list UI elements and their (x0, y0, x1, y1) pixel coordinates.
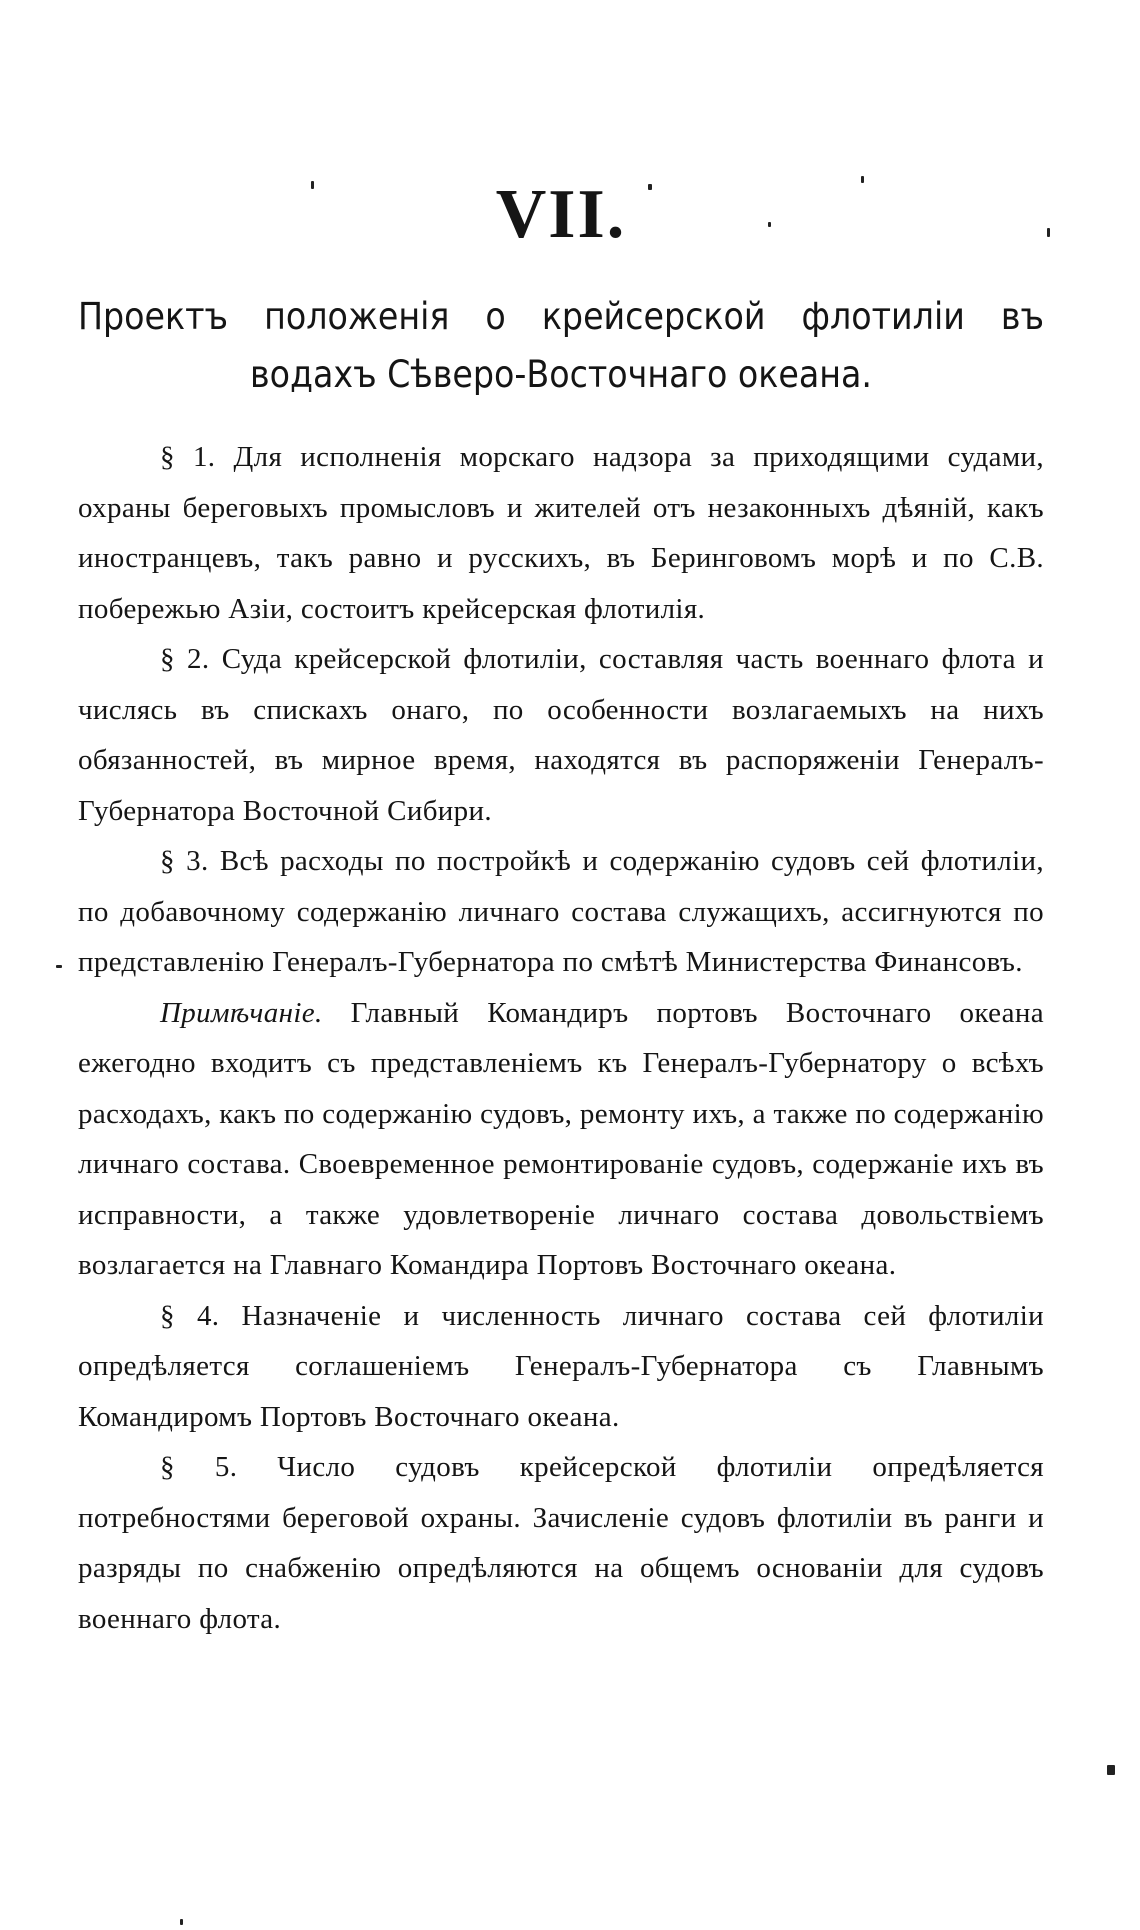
scan-speck (180, 1919, 183, 1925)
title-line-2: водахъ Сѣверо-Восточнаго океана. (249, 353, 872, 396)
scan-speck (1107, 1765, 1115, 1775)
scan-speck (861, 176, 864, 183)
note-label: Примѣчаніе. (160, 996, 323, 1029)
scan-speck (56, 965, 62, 968)
note-paragraph (78, 988, 1044, 1291)
paragraph-5: § 5. Число судовъ крейсерской флотиліи опредѣляется потребностями береговой охраны. Зачисленіе судовъ флотиліи въ ранги и разряды по снабженію опредѣляются на общемъ основаніи для судовъ военнаго флота. (78, 1451, 1044, 1635)
scan-speck (648, 184, 652, 190)
paragraph-2: § 2. Суда крейсерской флотиліи, составляя часть военнаго флота и числясь въ спискахъ онаго, по особенности возлагаемыхъ на нихъ обязанностей, въ мирное время, находятся въ распоряженіи Генералъ-Губернатора Восточной Сибири. (78, 643, 1044, 827)
title-line-1: Проектъ положенія о крейсерской флотиліи въ (78, 295, 1044, 338)
paragraph-4: § 4. Назначеніе и численность личнаго состава сей флотиліи опредѣляется соглашеніемъ Генералъ-Губернатора съ Главнымъ Командиромъ Портовъ Восточнаго океана. (78, 1299, 1044, 1433)
scan-speck (768, 222, 771, 227)
document-page (78, 0, 1044, 1930)
scan-speck (311, 181, 314, 189)
chapter-number: VII. (495, 176, 627, 253)
note-text: Главный Командиръ портовъ Восточнаго океана ежегодно входитъ съ представленіемъ къ Генералъ-Губернатору о всѣхъ расходахъ, какъ по содержанію судовъ, ремонту ихъ, а также по содержанію личнаго состава. Своевременное ремонтированіе судовъ, содержаніе ихъ въ исправности, а также удовлетвореніе личнаго состава довольствіемъ возлагается на Главнаго Командира Портовъ Восточнаго океана. (78, 996, 1044, 1281)
body-text (78, 432, 1044, 1644)
document-title (78, 288, 1044, 404)
paragraph-1: § 1. Для исполненія морскаго надзора за приходящими судами, охраны береговыхъ промысловъ и жителей отъ незаконныхъ дѣяній, какъ иностранцевъ, такъ равно и русскихъ, въ Беринговомъ морѣ и по С.В. побережью Азіи, состоитъ крейсерская флотилія. (78, 441, 1044, 625)
paragraph-3: § 3. Всѣ расходы по постройкѣ и содержанію судовъ сей флотиліи, по добавочному содержанію личнаго состава служащихъ, ассигнуются по представленію Генералъ-Губернатора по смѣтѣ Министерства Финансовъ. (78, 845, 1044, 978)
scan-speck (1047, 228, 1050, 237)
